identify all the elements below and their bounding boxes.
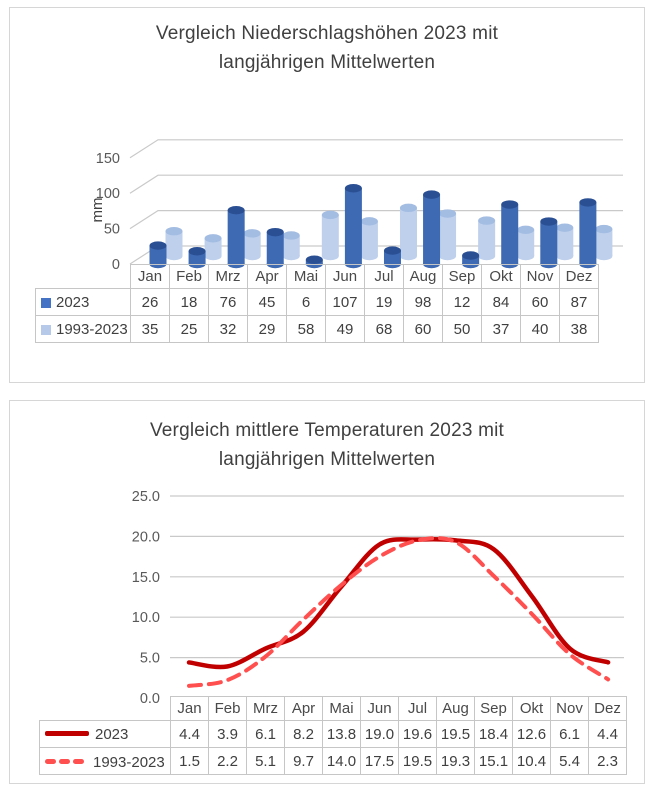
- month-header-cell: Mai: [287, 265, 326, 289]
- bar-top: [423, 190, 440, 198]
- line-2023: [189, 539, 608, 667]
- bar-bottom: [439, 252, 456, 260]
- bar-2023-Mrz: [228, 206, 245, 268]
- month-header-row: [36, 265, 599, 289]
- bar-body: [205, 238, 222, 256]
- bar-body: [501, 205, 518, 264]
- month-header-cell: Mai: [323, 697, 361, 721]
- bar-top: [462, 251, 479, 259]
- bar-2023-Apr: [267, 228, 284, 268]
- value-cell-2023-Mrz: 6.1: [247, 721, 285, 748]
- gridline: [130, 246, 623, 264]
- value-cell-2023-Dez: 87: [560, 289, 599, 316]
- legend-label: 1993-2023: [93, 754, 165, 771]
- value-cell-2023-Apr: 45: [248, 289, 287, 316]
- bar-1993-2023-Nov: [556, 223, 573, 260]
- value-cell-1993-2023-Jun: 17.5: [361, 748, 399, 775]
- bar-top: [501, 200, 518, 208]
- value-cell-1993-2023-Mrz: 32: [209, 316, 248, 343]
- bar-body: [517, 230, 534, 256]
- bar-body: [361, 221, 378, 256]
- value-cell-2023-Jan: 26: [131, 289, 170, 316]
- month-header-cell: Okt: [482, 265, 521, 289]
- value-cell-2023-Sep: 12: [443, 289, 482, 316]
- value-cell-1993-2023-Apr: 29: [248, 316, 287, 343]
- bar-top: [189, 247, 206, 255]
- bar-1993-2023-Jul: [400, 204, 417, 261]
- month-header-cell: Feb: [209, 697, 247, 721]
- bar-body: [244, 233, 261, 256]
- series-row-2023: [36, 289, 599, 316]
- value-cell-2023-Jul: 19: [365, 289, 404, 316]
- value-cell-1993-2023-Nov: 5.4: [551, 748, 589, 775]
- bar-top: [439, 209, 456, 217]
- bar-body: [228, 210, 245, 264]
- value-cell-2023-Jun: 107: [326, 289, 365, 316]
- month-header-cell: Jun: [326, 265, 365, 289]
- value-cell-1993-2023-Sep: 15.1: [475, 748, 513, 775]
- legend-dash-segment: [73, 759, 84, 764]
- gridline: [130, 175, 623, 193]
- chart-title-line1: Vergleich Niederschlagshöhen 2023 mit: [155, 23, 499, 44]
- value-cell-1993-2023-Okt: 10.4: [513, 748, 551, 775]
- bar-body: [595, 229, 612, 256]
- bar-2023-Dez: [579, 198, 596, 268]
- chart-title-line2: langjährigen Mittelwerten: [218, 449, 436, 470]
- bar-1993-2023-Okt: [517, 226, 534, 261]
- value-cell-1993-2023-Feb: 2.2: [209, 748, 247, 775]
- value-cell-1993-2023-Apr: 9.7: [285, 748, 323, 775]
- month-header-cell: Jan: [171, 697, 209, 721]
- bar-top: [267, 228, 284, 236]
- value-cell-2023-Apr: 8.2: [285, 721, 323, 748]
- y-tick-label: 0.0: [139, 691, 160, 707]
- bar-1993-2023-Jan: [166, 227, 183, 260]
- value-cell-1993-2023-Aug: 60: [404, 316, 443, 343]
- value-cell-2023-Aug: 19.5: [437, 721, 475, 748]
- bar-2023-Jun: [345, 184, 362, 268]
- value-cell-2023-Nov: 60: [521, 289, 560, 316]
- bar-top: [306, 256, 323, 264]
- value-cell-2023-Nov: 6.1: [551, 721, 589, 748]
- bar-1993-2023-Aug: [439, 209, 456, 260]
- value-cell-2023-Mrz: 76: [209, 289, 248, 316]
- value-cell-1993-2023-Jul: 19.5: [399, 748, 437, 775]
- y-tick-label: 50: [103, 221, 120, 238]
- value-cell-1993-2023-Mrz: 5.1: [247, 748, 285, 775]
- legend-cell: [40, 748, 171, 775]
- bar-1993-2023-Mrz: [244, 229, 261, 260]
- bar-body: [423, 195, 440, 264]
- series-row-2023: [40, 721, 627, 748]
- bar-bottom: [361, 252, 378, 260]
- month-header-cell: Apr: [248, 265, 287, 289]
- bar-body: [439, 214, 456, 256]
- value-cell-2023-Aug: 98: [404, 289, 443, 316]
- bar-top: [400, 204, 417, 212]
- value-cell-2023-Okt: 84: [482, 289, 521, 316]
- month-header-cell: Sep: [443, 265, 482, 289]
- y-tick-label: 25.0: [131, 489, 160, 505]
- y-tick-label: 150: [95, 150, 120, 167]
- bar-top: [228, 206, 245, 214]
- bar-bottom: [322, 252, 339, 260]
- temperature-chart-title: [10, 416, 644, 474]
- month-header-cell: Jan: [131, 265, 170, 289]
- bar-top: [150, 241, 167, 249]
- value-cell-2023-Mai: 6: [287, 289, 326, 316]
- bar-body: [556, 228, 573, 256]
- bar-top: [579, 198, 596, 206]
- value-cell-2023-Sep: 18.4: [475, 721, 513, 748]
- legend-dash-segment: [59, 759, 70, 764]
- value-cell-1993-2023-Nov: 40: [521, 316, 560, 343]
- y-tick-label: 15.0: [131, 569, 160, 586]
- legend-solid-line-icon: [45, 731, 89, 736]
- legend-label: 2023: [56, 293, 90, 311]
- bar-bottom: [244, 252, 261, 260]
- value-cell-1993-2023-Aug: 19.3: [437, 748, 475, 775]
- month-header-cell: Jul: [399, 697, 437, 721]
- month-header-cell: Nov: [521, 265, 560, 289]
- bar-top: [322, 211, 339, 219]
- value-cell-2023-Okt: 12.6: [513, 721, 551, 748]
- table-corner-cell: [40, 697, 171, 721]
- bar-1993-2023-Sep: [478, 216, 495, 260]
- legend-cell: [36, 289, 131, 316]
- legend-cell: [40, 721, 171, 748]
- month-header-cell: Aug: [437, 697, 475, 721]
- bar-body: [189, 251, 206, 264]
- month-header-cell: Okt: [513, 697, 551, 721]
- bar-top: [540, 217, 557, 225]
- bar-body: [267, 232, 284, 264]
- legend-label: 1993-2023: [56, 320, 128, 338]
- y-tick-label: 20.0: [131, 529, 160, 546]
- bar-body: [579, 202, 596, 264]
- bar-top: [361, 217, 378, 225]
- bar-2023-Aug: [423, 190, 440, 268]
- month-header-cell: Jun: [361, 697, 399, 721]
- bar-bottom: [205, 252, 222, 260]
- value-cell-1993-2023-Mai: 14.0: [323, 748, 361, 775]
- value-cell-2023-Mai: 13.8: [323, 721, 361, 748]
- gridline: [130, 140, 623, 158]
- bar-body: [345, 188, 362, 264]
- chart-title-line2: langjährigen Mittelwerten: [218, 52, 436, 73]
- series-row-1993-2023: [40, 748, 627, 775]
- value-cell-1993-2023-Sep: 50: [443, 316, 482, 343]
- bar-body: [400, 208, 417, 256]
- month-header-cell: Dez: [560, 265, 599, 289]
- bar-bottom: [556, 252, 573, 260]
- bar-body: [322, 215, 339, 256]
- bar-top: [166, 227, 183, 235]
- bar-bottom: [595, 252, 612, 260]
- table-corner-cell: [36, 265, 131, 289]
- precipitation-chart-panel: [9, 7, 645, 383]
- month-header-cell: Feb: [170, 265, 209, 289]
- bar-bottom: [517, 252, 534, 260]
- value-cell-1993-2023-Okt: 37: [482, 316, 521, 343]
- bar-2023-Okt: [501, 200, 518, 268]
- bar-top: [244, 229, 261, 237]
- value-cell-2023-Jul: 19.6: [399, 721, 437, 748]
- month-header-cell: Mrz: [209, 265, 248, 289]
- bar-1993-2023-Mai: [322, 211, 339, 260]
- y-tick-label: 100: [95, 186, 120, 203]
- bar-bottom: [283, 252, 300, 260]
- bar-top: [556, 223, 573, 231]
- value-cell-1993-2023-Feb: 25: [170, 316, 209, 343]
- value-cell-1993-2023-Jan: 35: [131, 316, 170, 343]
- y-tick-label: 5.0: [139, 650, 160, 667]
- month-header-cell: Aug: [404, 265, 443, 289]
- month-header-cell: Sep: [475, 697, 513, 721]
- value-cell-2023-Feb: 18: [170, 289, 209, 316]
- bar-1993-2023-Feb: [205, 234, 222, 260]
- bar-1993-2023-Apr: [283, 231, 300, 260]
- bar-top: [478, 216, 495, 224]
- bar-top: [205, 234, 222, 242]
- bar-bottom: [400, 252, 417, 260]
- month-header-cell: Nov: [551, 697, 589, 721]
- series-row-1993-2023: [36, 316, 599, 343]
- y-tick-label: 10.0: [131, 610, 160, 627]
- month-header-row: [40, 697, 627, 721]
- bar-body: [150, 246, 167, 264]
- value-cell-1993-2023-Mai: 58: [287, 316, 326, 343]
- bar-1993-2023-Jun: [361, 217, 378, 260]
- legend-cell: [36, 316, 131, 343]
- month-header-cell: Apr: [285, 697, 323, 721]
- month-header-cell: Dez: [589, 697, 627, 721]
- legend-dashed-line-icon: [45, 751, 87, 768]
- precipitation-chart-title: [10, 19, 644, 77]
- bar-top: [384, 246, 401, 254]
- value-cell-2023-Jan: 4.4: [171, 721, 209, 748]
- bar-body: [478, 221, 495, 256]
- bar-body: [166, 231, 183, 256]
- bar-bottom: [478, 252, 495, 260]
- value-cell-1993-2023-Dez: 38: [560, 316, 599, 343]
- value-cell-1993-2023-Jan: 1.5: [171, 748, 209, 775]
- month-header-cell: Jul: [365, 265, 404, 289]
- legend-label: 2023: [95, 725, 129, 743]
- y-axis-label: mm: [89, 197, 106, 223]
- value-cell-1993-2023-Jun: 49: [326, 316, 365, 343]
- value-cell-2023-Jun: 19.0: [361, 721, 399, 748]
- bar-body: [283, 235, 300, 256]
- precipitation-data-table: [35, 264, 599, 343]
- line-1993-2023: [189, 538, 608, 686]
- legend-dash-segment: [45, 759, 56, 764]
- bar-top: [283, 231, 300, 239]
- month-header-cell: Mrz: [247, 697, 285, 721]
- bar-1993-2023-Dez: [595, 225, 612, 260]
- bar-top: [517, 226, 534, 234]
- temperature-data-table: [39, 696, 627, 775]
- temperature-chart-panel: [9, 400, 645, 784]
- value-cell-1993-2023-Jul: 68: [365, 316, 404, 343]
- bar-top: [345, 184, 362, 192]
- chart-title-line1: Vergleich mittlere Temperaturen 2023 mit: [149, 420, 505, 441]
- value-cell-2023-Feb: 3.9: [209, 721, 247, 748]
- value-cell-1993-2023-Dez: 2.3: [589, 748, 627, 775]
- legend-square-icon: [41, 298, 51, 308]
- bar-2023-Nov: [540, 217, 557, 268]
- bar-body: [540, 222, 557, 264]
- bar-bottom: [166, 252, 183, 260]
- bar-top: [595, 225, 612, 233]
- value-cell-2023-Dez: 4.4: [589, 721, 627, 748]
- bar-body: [462, 256, 479, 264]
- y-tick-label: 0: [111, 257, 120, 273]
- legend-square-icon: [41, 325, 51, 335]
- gridline: [130, 211, 623, 229]
- bar-body: [384, 251, 401, 264]
